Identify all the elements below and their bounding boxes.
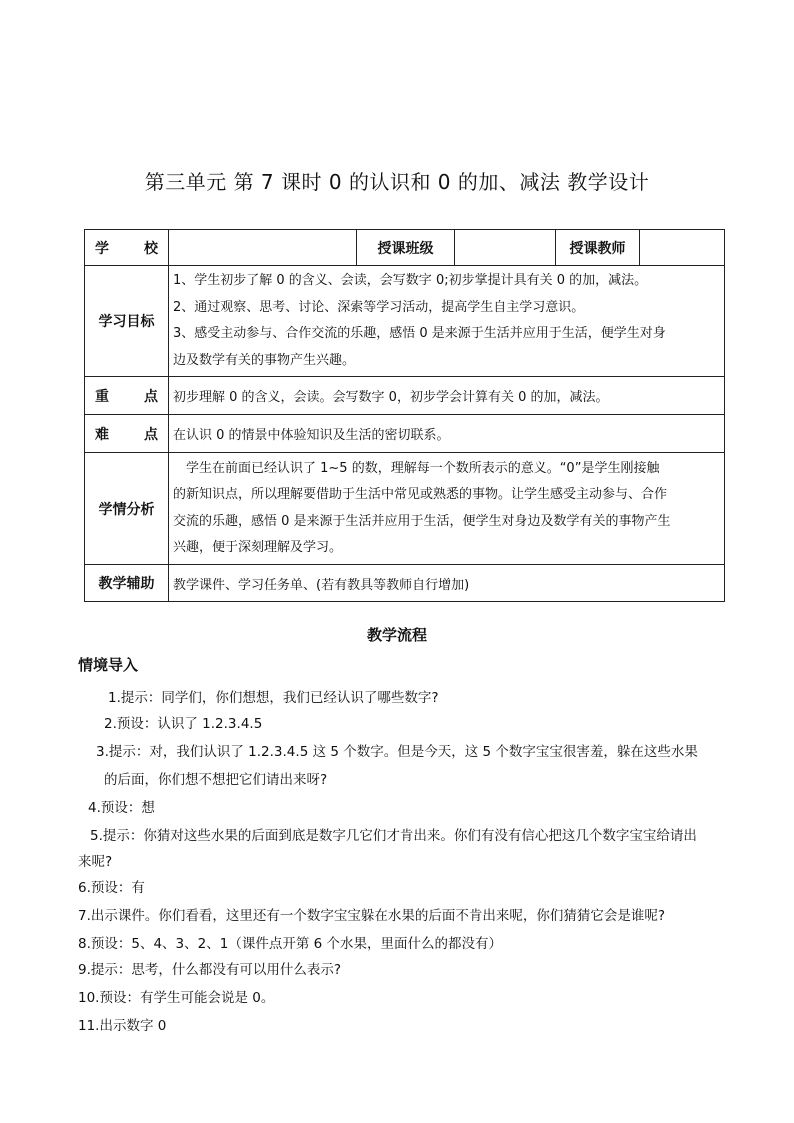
class-value	[455, 230, 556, 266]
flow-step-line: 11.出示数字 0	[78, 1018, 167, 1034]
row-key-point	[85, 377, 725, 415]
flow-step-line: 的后面，你们想不想把它们请出来呀?	[104, 772, 328, 788]
analysis-line: 交流的乐趣，感悟 0 是来源于生活并应用于生活，便学生对身边及数学有关的事物产生	[173, 513, 671, 529]
goals-content	[169, 266, 725, 377]
analysis-label: 学情分析	[85, 453, 169, 565]
analysis-line: 学生在前面已经认识了 1~5 的数，理解每一个数所表示的意义。“0”是学生刚接触	[186, 460, 660, 476]
analysis-line: 兴趣，便于深刻理解及学习。	[173, 540, 343, 555]
key-label: 重 点	[95, 388, 158, 405]
difficulty-value: 在认识 0 的情景中体验知识及生活的密切联系。	[169, 415, 725, 453]
aids-label: 教学辅助	[85, 565, 169, 602]
key-value: 初步理解 0 的含义，会读。会写数字 0，初步学会计算有关 0 的加，减法。	[169, 377, 725, 415]
school-label-cell	[85, 230, 169, 266]
flow-step-line: 7.出示课件。你们看看，这里还有一个数字宝宝躲在水果的后面不肯出来呢，你们猜猜它会是谁呢?	[78, 908, 666, 924]
goal-line: 3、感受主动参与、合作交流的乐趣，感悟 0 是来源于生活并应用于生活，便学生对身	[173, 326, 666, 341]
aids-value: 教学课件、学习任务单、(若有教具等教师自行增加)	[169, 565, 725, 602]
row-school	[85, 230, 725, 266]
row-goals	[85, 266, 725, 377]
row-difficulty	[85, 415, 725, 453]
difficulty-label: 难 点	[95, 426, 158, 443]
goals-label: 学习目标	[85, 266, 169, 377]
flow-title: 教学流程	[366, 626, 427, 644]
flow-step-line: 5.提示：你猜对这些水果的后面到底是数字几它们才肯出来。你们有没有信心把这几个数字宝宝给请出	[90, 828, 697, 844]
lesson-info-table	[84, 229, 725, 602]
flow-step-line: 4.预设：想	[88, 800, 155, 816]
goal-line: 2、通过观察、思考、讨论、深索等学习活动，提高学生自主学习意识。	[173, 299, 585, 315]
flow-step-line: 9.提示：思考，什么都没有可以用什么表示?	[78, 962, 342, 978]
section-heading: 情境导入	[78, 656, 139, 674]
teacher-label: 授课教师	[556, 230, 640, 266]
row-aids	[85, 565, 725, 602]
difficulty-label-cell	[85, 415, 169, 453]
school-label: 学 校	[95, 240, 158, 257]
key-label-cell	[85, 377, 169, 415]
analysis-line: 的新知识点，所以理解要借助于生活中常见或熟悉的事物。让学生感受主动参与、合作	[173, 487, 668, 502]
flow-step-line: 1.提示：同学们，你们想想，我们已经认识了哪些数字?	[108, 690, 439, 706]
teacher-value	[640, 230, 725, 266]
flow-step-line: 10.预设：有学生可能会说是 0。	[78, 990, 275, 1006]
flow-step-line: 3.提示：对，我们认识了 1.2.3.4.5 这 5 个数字。但是今天，这 5 个数字宝宝很害羞，躲在这些水果	[96, 744, 698, 760]
flow-step-line: 8.预设：5、4、3、2、1（课件点开第 6 个水果，里面什么的都没有）	[78, 936, 502, 952]
goal-line: 1、学生初步了解 0 的含义、会读，会写数字 0;初步掌提计具有关 0 的加，减法。	[173, 273, 648, 288]
row-analysis	[85, 453, 725, 565]
analysis-content	[169, 453, 725, 565]
document-title: 第三单元 第 7 课时 0 的认识和 0 的加、减法 教学设计	[144, 170, 650, 194]
flow-step-line: 来呢?	[78, 854, 113, 870]
flow-step-line: 2.预设：认识了 1.2.3.4.5	[104, 716, 263, 732]
school-value	[169, 230, 357, 266]
flow-step-line: 6.预设：有	[78, 880, 145, 896]
goal-line: 边及数学有关的事物产生兴趣。	[173, 352, 356, 368]
class-label: 授课班级	[357, 230, 455, 266]
